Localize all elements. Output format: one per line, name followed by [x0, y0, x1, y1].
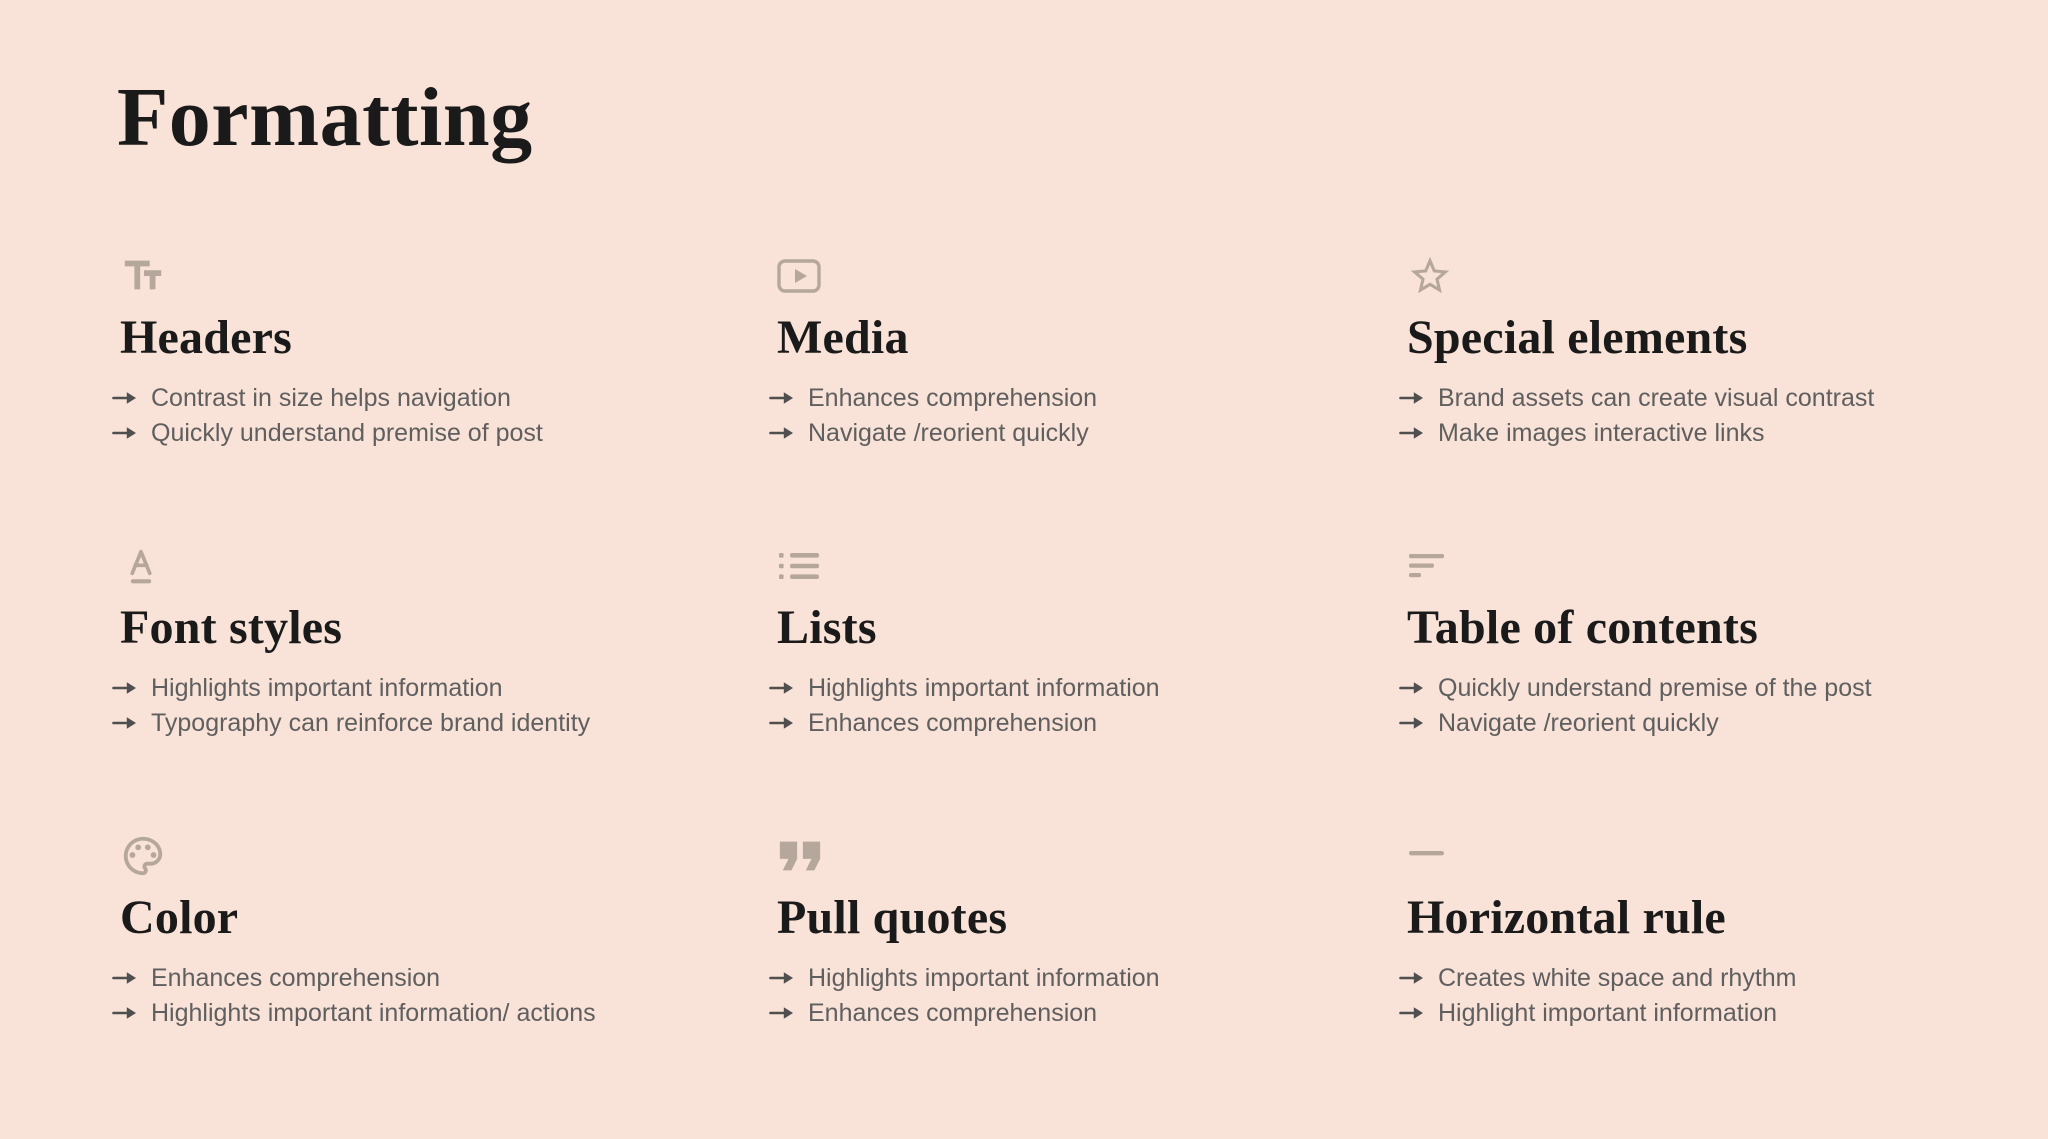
section-points	[1399, 961, 2048, 1031]
list-item: Enhances comprehension	[769, 996, 1407, 1031]
section-points	[1399, 381, 2048, 451]
card-table-of-contents	[1407, 540, 2048, 830]
section-points	[112, 381, 777, 451]
page-title: Formatting	[117, 71, 533, 164]
arrow-bullet-icon	[1399, 425, 1425, 441]
formatting-grid	[120, 250, 2048, 1120]
quote-icon	[777, 830, 1407, 882]
text-fields-icon	[120, 250, 777, 302]
arrow-bullet-icon	[1399, 970, 1425, 986]
card-media	[777, 250, 1407, 540]
card-color	[120, 830, 777, 1120]
section-points	[769, 381, 1407, 451]
arrow-bullet-icon	[112, 715, 138, 731]
arrow-bullet-icon	[1399, 680, 1425, 696]
section-points	[769, 961, 1407, 1031]
list-item: Enhances comprehension	[769, 706, 1407, 741]
list-item: Quickly understand premise of post	[112, 416, 777, 451]
list-item: Enhances comprehension	[769, 381, 1407, 416]
arrow-bullet-icon	[112, 680, 138, 696]
list-item: Highlights important information	[769, 671, 1407, 706]
arrow-bullet-icon	[769, 680, 795, 696]
arrow-bullet-icon	[1399, 390, 1425, 406]
list-item: Contrast in size helps navigation	[112, 381, 777, 416]
list-item: Navigate /reorient quickly	[1399, 706, 2048, 741]
video-player-icon	[777, 250, 1407, 302]
section-points	[769, 671, 1407, 741]
arrow-bullet-icon	[1399, 1005, 1425, 1021]
arrow-bullet-icon	[112, 390, 138, 406]
list-item: Highlights important information/ actions	[112, 996, 777, 1031]
section-title: Lists	[777, 601, 877, 654]
horizontal-rule-icon	[1407, 830, 2048, 882]
arrow-bullet-icon	[769, 390, 795, 406]
list-item: Enhances comprehension	[112, 961, 777, 996]
star-icon	[1407, 250, 2048, 302]
card-font-styles	[120, 540, 777, 830]
sorted-lines-icon	[1407, 540, 2048, 592]
arrow-bullet-icon	[769, 425, 795, 441]
arrow-bullet-icon	[769, 715, 795, 731]
arrow-bullet-icon	[112, 970, 138, 986]
card-headers	[120, 250, 777, 540]
arrow-bullet-icon	[1399, 715, 1425, 731]
section-title: Horizontal rule	[1407, 891, 1726, 944]
list-item: Highlights important information	[769, 961, 1407, 996]
list-item: Typography can reinforce brand identity	[112, 706, 777, 741]
card-lists	[777, 540, 1407, 830]
section-title: Media	[777, 311, 909, 364]
list-item: Navigate /reorient quickly	[769, 416, 1407, 451]
section-points	[1399, 671, 2048, 741]
section-title: Color	[120, 891, 239, 944]
card-pull-quotes	[777, 830, 1407, 1120]
section-title: Headers	[120, 311, 293, 364]
list-item: Brand assets can create visual contrast	[1399, 381, 2048, 416]
bulleted-list-icon	[777, 540, 1407, 592]
arrow-bullet-icon	[769, 1005, 795, 1021]
list-item: Creates white space and rhythm	[1399, 961, 2048, 996]
arrow-bullet-icon	[112, 1005, 138, 1021]
arrow-bullet-icon	[112, 425, 138, 441]
list-item: Make images interactive links	[1399, 416, 2048, 451]
section-title: Pull quotes	[777, 891, 1008, 944]
card-special-elements	[1407, 250, 2048, 540]
list-item: Quickly understand premise of the post	[1399, 671, 2048, 706]
arrow-bullet-icon	[769, 970, 795, 986]
list-item: Highlights important information	[112, 671, 777, 706]
section-title: Table of contents	[1407, 601, 1758, 654]
section-title: Font styles	[120, 601, 343, 654]
card-horizontal-rule	[1407, 830, 2048, 1120]
section-points	[112, 671, 777, 741]
palette-icon	[120, 830, 777, 882]
section-points	[112, 961, 777, 1031]
list-item: Highlight important information	[1399, 996, 2048, 1031]
section-title: Special elements	[1407, 311, 1748, 364]
font-color-icon	[120, 540, 777, 592]
